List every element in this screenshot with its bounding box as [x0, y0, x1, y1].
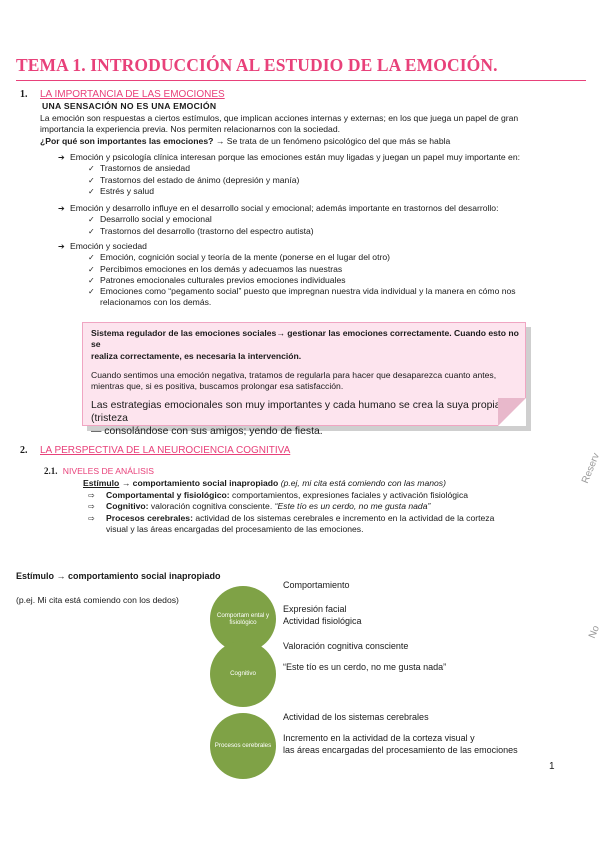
check-icon: ✓: [88, 215, 95, 225]
list-item: ✓ Trastornos del estado de ánimo (depresión y manía): [88, 174, 300, 185]
arrow-icon: ➔: [58, 242, 65, 251]
diagram-label: Valoración cognitiva consciente: [283, 641, 409, 651]
diagram-circle-behavioral: Comportam ental y fisiológico: [210, 586, 276, 652]
levels-list: [88, 490, 593, 535]
title-underline: [16, 80, 586, 81]
arrow-icon: ➔: [58, 204, 65, 213]
note-fold-corner: [498, 398, 526, 426]
list-item: ➔ Emoción y psicología clínica interesan porque las emociones están muy ligadas y juegan un papel muy importante en:: [58, 152, 520, 162]
diagram-circle-brain: Procesos cerebrales: [210, 713, 276, 779]
paragraph-line: La emoción son respuestas a ciertos estímulos, que implican acciones internas y externas; en los que juega un papel de gran: [40, 113, 519, 123]
diagram-label: “Este tío es un cerdo, no me gusta nada”: [283, 662, 447, 672]
stimulus-example: (p.ej, mi cita está comiendo con las manos): [280, 478, 446, 488]
note-line: Las estrategias emocionales son muy importantes y cada humano se crea la suya propia. (tristeza: [91, 400, 504, 425]
list-item: ✓ Emociones como “pegamento social” puesto que impregnan nuestra vida individual y la manera en cómo nos: [88, 286, 516, 297]
question-line: [40, 136, 590, 147]
list-item-continuation: visual y las áreas encargadas del procesamiento de las emociones.: [106, 523, 364, 534]
list-item: ➔ Emoción y sociedad: [58, 241, 147, 251]
list-item: ✓ Emoción, cognición social y teoría de la mente (ponerse en el lugar del otro): [88, 252, 390, 263]
list-group-clinical: [58, 152, 598, 197]
check-icon: ✓: [88, 253, 95, 263]
diagram-label: Expresión facial: [283, 604, 347, 614]
section-2-heading: LA PERSPECTIVA DE LA NEUROCIENCIA COGNITIVA: [40, 445, 291, 456]
note-line: Sistema regulador de las emociones sociales→ gestionar las emociones correctamente. Cuando esto no se: [91, 328, 519, 350]
diagram-stimulus: Estímulo → comportamiento social inapropiado: [16, 571, 221, 581]
watermark-reserv: Reserv: [580, 451, 602, 486]
section-1-number: 1.: [20, 89, 28, 100]
list-item: ✓ Trastornos del desarrollo (trastorno del espectro autista): [88, 225, 314, 236]
diagram-text-brain: [283, 711, 583, 756]
note-line: — consolándose con sus amigos; yendo de fiesta.: [91, 426, 323, 438]
note-line: mientras que, si es positiva, buscamos prolongar esa satisfacción.: [91, 381, 344, 392]
section-1-paragraph: [40, 113, 590, 147]
diagram-label: Comportamiento: [283, 580, 350, 590]
list-item: ⇨ Comportamental y fisiológico: comportamientos, expresiones faciales y activación fisiológica: [88, 490, 469, 500]
list-item: ➔ Emoción y desarrollo influye en el desarrollo social y emocional; además importante en trastornos del desarrollo:: [58, 203, 499, 213]
list-item: ✓ Estrés y salud: [88, 185, 154, 196]
check-icon: ✓: [88, 264, 95, 274]
check-icon: ✓: [88, 186, 95, 196]
stimulus-word: Estímulo: [83, 478, 120, 488]
check-icon: ✓: [88, 175, 95, 185]
subsection-number: 2.1.: [44, 466, 58, 476]
check-icon: ✓: [88, 164, 95, 174]
watermark-no: No: [587, 624, 602, 641]
question-text: ¿Por qué son importantes las emociones? →: [40, 135, 225, 146]
subsection-heading: NIVELES DE ANÁLISIS: [62, 466, 154, 476]
diagram-text-behavioral: [283, 579, 583, 627]
list-item: ✓ Patrones emocionales culturales previos emociones individuales: [88, 274, 346, 285]
subsection-2-1: [44, 466, 154, 476]
stimulus-line: [83, 478, 593, 489]
list-item: ✓ Desarrollo social y emocional: [88, 214, 212, 225]
list-item: ✓ Trastornos de ansiedad: [88, 163, 190, 174]
list-item: ⇨ Procesos cerebrales: actividad de los sistemas cerebrales e incremento en la actividad de la corteza: [88, 512, 495, 523]
check-icon: ✓: [88, 226, 95, 236]
diagram-example: (p.ej. Mi cita está comiendo con los dedos): [16, 595, 179, 605]
section-2-number: 2.: [20, 445, 28, 456]
note-line: realiza correctamente, es necesaria la intervención.: [91, 350, 302, 361]
section-1-heading: LA IMPORTANCIA DE LAS EMOCIONES: [40, 89, 225, 100]
hollow-arrow-icon: ⇨: [88, 491, 95, 500]
arrow-icon: ➔: [58, 153, 65, 162]
stimulus-rest: → comportamiento social inapropiado: [121, 478, 279, 488]
list-group-development: [58, 203, 598, 237]
diagram-label: Actividad fisiológica: [283, 616, 362, 626]
check-icon: ✓: [88, 287, 95, 297]
hollow-arrow-icon: ⇨: [88, 513, 95, 523]
diagram-label: las áreas encargadas del procesamiento de las emociones: [283, 745, 518, 755]
check-icon: ✓: [88, 275, 95, 285]
question-answer: Se trata de un fenómeno psicológico del que más se habla: [226, 135, 451, 146]
list-group-society: [58, 241, 598, 309]
page-number: 1: [549, 761, 555, 772]
list-item: ✓ Percibimos emociones en los demás y adecuamos las nuestras: [88, 263, 343, 274]
diagram-label: Incremento en la actividad de la corteza visual y: [283, 733, 475, 743]
diagram-label: Actividad de los sistemas cerebrales: [283, 712, 429, 722]
paragraph-line: importancia la experiencia previa. Nos permiten relacionarnos con la sociedad.: [40, 124, 340, 135]
hollow-arrow-icon: ⇨: [88, 502, 95, 512]
note-line: Cuando sentimos una emoción negativa, tratamos de regularla para hacer que desaparezca cuanto antes,: [91, 369, 497, 380]
section-1-subheading: UNA SENSACIÓN NO ES UNA EMOCIÓN: [42, 101, 217, 111]
sticky-note: [82, 322, 526, 438]
list-item-continuation: relacionamos con los demás.: [100, 297, 212, 308]
diagram-circle-cognitive: Cognitivo: [210, 641, 276, 707]
diagram-text-cognitive: [283, 640, 583, 673]
page-title: TEMA 1. INTRODUCCIÓN AL ESTUDIO DE LA EMOCIÓN.: [16, 55, 498, 75]
list-item: ⇨ Cognitivo: valoración cognitiva consciente. “Este tío es un cerdo, no me gusta nada”: [88, 501, 431, 512]
